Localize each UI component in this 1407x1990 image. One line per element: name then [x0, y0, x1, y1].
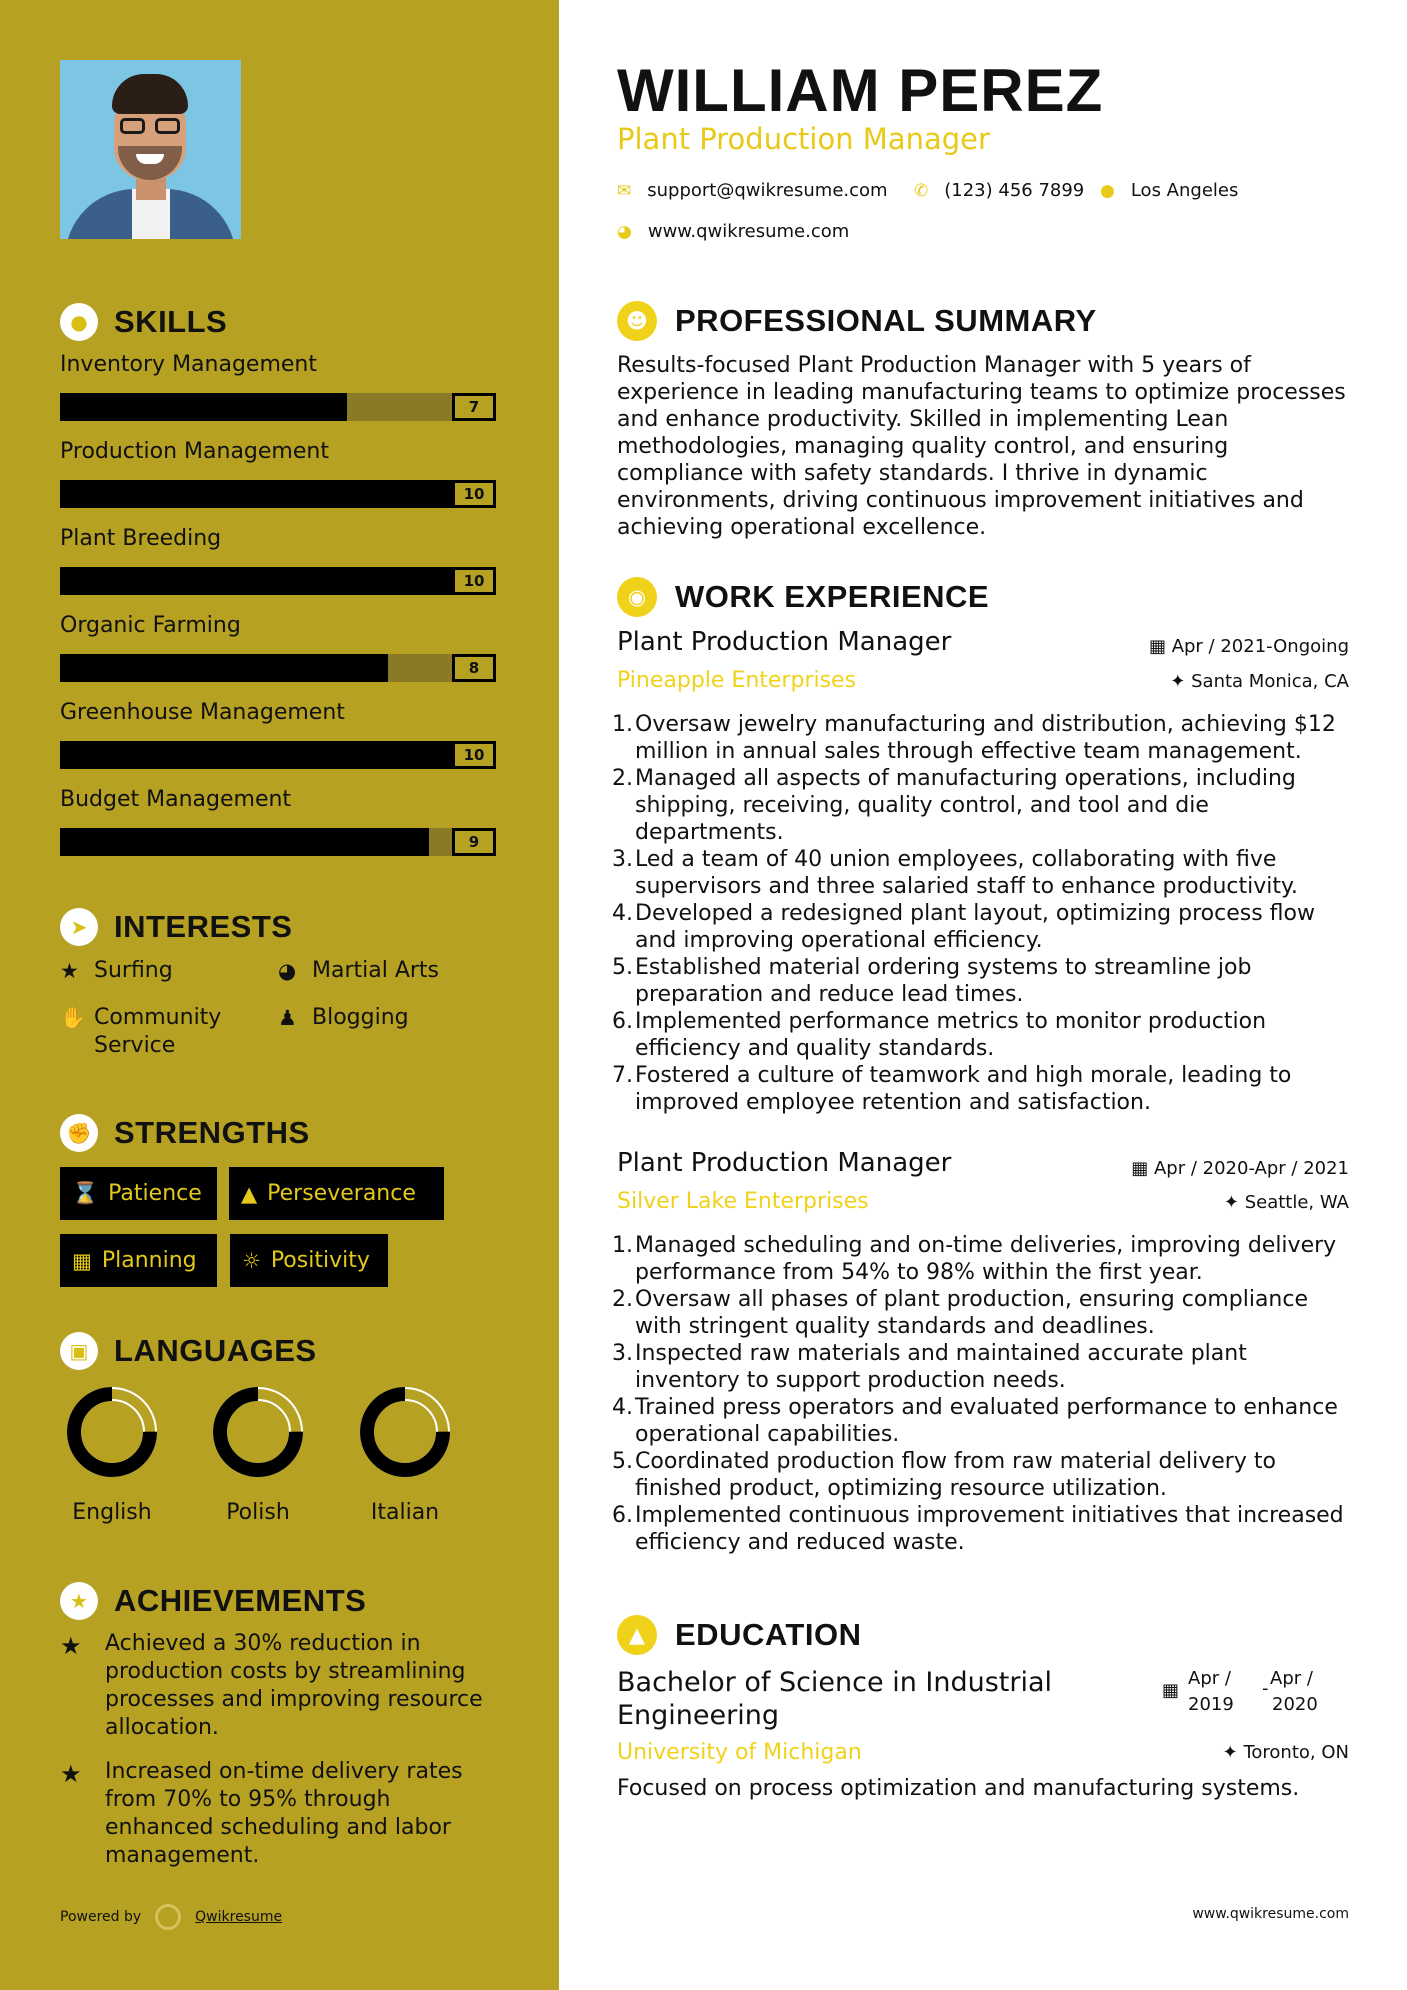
bullet-text: Developed a redesigned plant layout, optimizing process flow and improving operational efficiency.: [635, 901, 1315, 953]
globe-icon: ◕: [617, 221, 632, 242]
job-location: [1170, 671, 1349, 692]
interest-label: Surfing: [94, 958, 173, 983]
skill-bar-fill: [60, 828, 429, 856]
edu-end-year: 2020: [1272, 1694, 1318, 1715]
skill-bar-fill: [60, 480, 470, 508]
edu-date-separator: -: [1262, 1678, 1269, 1699]
bullet-text: Implemented continuous improvement initiatives that increased efficiency and reduced waste.: [635, 1503, 1344, 1555]
strength-label: Perseverance: [267, 1181, 416, 1206]
bullet-text: Managed scheduling and on-time deliveries, improving delivery performance from 54% to 98% within the first year.: [635, 1233, 1337, 1285]
education-end: [1270, 1666, 1318, 1718]
skill-bar: [60, 393, 496, 421]
candidate-role: Plant Production Manager: [617, 122, 990, 156]
bullet-number: 6.: [612, 1503, 633, 1528]
job-company: Silver Lake Enterprises: [617, 1189, 869, 1214]
footer-website[interactable]: www.qwikresume.com: [1192, 1906, 1349, 1922]
job-bullet: [612, 1448, 1347, 1502]
job-location-text: Seattle, WA: [1244, 1192, 1349, 1213]
bullet-number: 3.: [612, 847, 633, 872]
job-bullet: [612, 1340, 1347, 1394]
map-pin-icon: ●: [1100, 180, 1115, 201]
interest-label: Community Service: [94, 1005, 222, 1058]
job-bullet: [612, 1286, 1347, 1340]
job-location-text: Santa Monica, CA: [1191, 671, 1349, 692]
job-dates: [1149, 636, 1349, 657]
user-icon: ☻: [617, 301, 657, 341]
sidebar: [0, 0, 559, 1990]
bullet-text: Implemented performance metrics to monitor production efficiency and quality standards.: [635, 1009, 1267, 1061]
job-bullet: [612, 1008, 1347, 1062]
interest-item: [60, 957, 173, 985]
calendar-icon: ▦: [1162, 1680, 1180, 1701]
phone-text: (123) 456 7899: [944, 180, 1085, 201]
job-company: Pineapple Enterprises: [617, 668, 857, 693]
pin-icon: ✦: [1223, 1192, 1239, 1213]
language-ring: [357, 1384, 453, 1480]
job-title: Plant Production Manager: [617, 1148, 952, 1178]
job-bullets: [612, 711, 1347, 1116]
star-badge-icon: ★: [60, 1582, 98, 1620]
achievement-text: Increased on-time delivery rates from 70% to 95% through enhanced scheduling and labor management.: [105, 1759, 463, 1868]
achievements-title: ACHIEVEMENTS: [114, 1583, 367, 1618]
contact-phone[interactable]: [914, 180, 1084, 201]
job-bullet: [612, 1062, 1347, 1116]
location-text: Los Angeles: [1130, 180, 1239, 201]
paper-plane-icon: ➤: [60, 908, 98, 946]
shooting-star-icon: ★: [60, 1632, 82, 1660]
skill-bar: [60, 828, 496, 856]
skill-score: 8: [452, 654, 496, 682]
skill-score: 7: [452, 393, 496, 421]
language-name: English: [72, 1500, 152, 1525]
skill-bar-fill: [60, 567, 470, 595]
skill-name: Production Management: [60, 439, 329, 464]
bullet-text: Managed all aspects of manufacturing operations, including shipping, receiving, quality control, and tool and die departments.: [635, 766, 1296, 845]
strength-label: Patience: [108, 1181, 202, 1206]
bullet-number: 7.: [612, 1063, 633, 1088]
candidate-name: WILLIAM PEREZ: [617, 57, 1104, 124]
interest-label: Blogging: [312, 1005, 409, 1030]
job-bullet: [612, 846, 1347, 900]
skill-name: Plant Breeding: [60, 526, 222, 551]
hourglass-icon: ⌛: [72, 1181, 99, 1205]
education-title: EDUCATION: [675, 1617, 862, 1652]
envelope-icon: ✉: [617, 180, 632, 201]
language-ring: [64, 1384, 160, 1480]
achievement-item: [60, 1758, 510, 1870]
edu-end-month: Apr /: [1270, 1668, 1313, 1689]
bullet-number: 3.: [612, 1341, 633, 1366]
users-icon: ♟: [278, 1006, 297, 1030]
strengths-title: STRENGTHS: [114, 1115, 310, 1150]
bullet-text: Oversaw all phases of plant production, ensuring compliance with stringent quality standards and deadlines.: [635, 1287, 1308, 1339]
experience-title: WORK EXPERIENCE: [675, 579, 990, 614]
photo-glasses: [120, 118, 180, 134]
skill-score: 10: [452, 741, 496, 769]
interest-item: [278, 1004, 409, 1032]
bullet-number: 1.: [612, 712, 633, 737]
job-bullet: [612, 711, 1347, 765]
job-title: Plant Production Manager: [617, 627, 952, 657]
education-school: University of Michigan: [617, 1740, 862, 1765]
globe-icon: ◕: [278, 959, 297, 983]
job-bullet: [612, 1502, 1347, 1556]
bullet-number: 4.: [612, 901, 633, 926]
pin-icon: ✦: [1222, 1742, 1238, 1763]
languages-title: LANGUAGES: [114, 1333, 317, 1368]
interests-title: INTERESTS: [114, 909, 293, 944]
summary-text: Results-focused Plant Production Manager with 5 years of experience in leading manufacturing teams to optimize processes and enhance productivity. Skilled in implementing Lean methodologies, managing quality control, and ensuring compliance with safety standards. I thrive in dynamic environments, driving continuous improvement initiatives and achieving operational excellence.: [617, 353, 1346, 540]
education-location-text: Toronto, ON: [1243, 1742, 1349, 1763]
lightbulb-icon: ●: [60, 303, 98, 341]
bullet-number: 2.: [612, 1287, 633, 1312]
skill-score: 9: [452, 828, 496, 856]
skill-name: Inventory Management: [60, 352, 317, 377]
email-text: support@qwikresume.com: [647, 180, 888, 201]
strengths-header: [60, 1114, 310, 1152]
job-bullet: [612, 1232, 1347, 1286]
job-bullets: [612, 1232, 1347, 1556]
strength-badge: [229, 1167, 444, 1220]
job-bullet: [612, 954, 1347, 1008]
job-dates-text: Apr / 2021-Ongoing: [1171, 636, 1349, 657]
sun-icon: ☼: [242, 1248, 261, 1273]
strength-label: Positivity: [270, 1248, 370, 1273]
edu-start-year: 2019: [1188, 1694, 1234, 1715]
job-dates: [1131, 1158, 1349, 1179]
strength-badge: [230, 1234, 388, 1287]
website-text: www.qwikresume.com: [647, 221, 850, 242]
summary-title: PROFESSIONAL SUMMARY: [675, 303, 1097, 338]
road-icon: ▲: [241, 1181, 258, 1206]
strength-label: Planning: [101, 1248, 197, 1273]
education-start: [1162, 1666, 1234, 1718]
contact-location: [1100, 180, 1238, 201]
bullet-text: Coordinated production flow from raw material delivery to finished product, optimizing resource utilization.: [635, 1449, 1276, 1501]
graduation-cap-icon: ▲: [617, 1615, 657, 1655]
calendar-icon: ▦: [1131, 1158, 1149, 1179]
contact-email[interactable]: [617, 180, 888, 201]
fist-icon: ✊: [60, 1114, 98, 1152]
contact-website[interactable]: [617, 221, 849, 242]
interest-item: [278, 957, 439, 985]
qwikresume-link[interactable]: Qwikresume: [195, 1909, 283, 1925]
interests-header: [60, 908, 292, 946]
bullet-text: Fostered a culture of teamwork and high morale, leading to improved employee retention and satisfaction.: [635, 1063, 1292, 1115]
skill-bar: [60, 654, 496, 682]
skill-bar-fill: [60, 393, 347, 421]
experience-header: [617, 577, 989, 617]
education-header: [617, 1615, 861, 1655]
strength-badge: [60, 1167, 217, 1220]
interest-item: [60, 1004, 234, 1060]
education-description: Focused on process optimization and manufacturing systems.: [617, 1776, 1300, 1801]
language-name: Italian: [370, 1500, 440, 1525]
language-card-icon: ▣: [60, 1332, 98, 1370]
job-dates-text: Apr / 2020-Apr / 2021: [1153, 1158, 1349, 1179]
job-bullet: [612, 1394, 1347, 1448]
photo-hair: [112, 74, 188, 114]
skill-name: Budget Management: [60, 787, 292, 812]
bullet-text: Inspected raw materials and maintained accurate plant inventory to support production needs.: [635, 1341, 1247, 1393]
bullet-text: Oversaw jewelry manufacturing and distribution, achieving $12 million in annual sales through effective team management.: [635, 712, 1336, 764]
job-location: [1224, 1192, 1349, 1213]
skill-bar: [60, 741, 496, 769]
qwikresume-logo-icon: [155, 1904, 181, 1930]
interest-label: Martial Arts: [312, 958, 440, 983]
bullet-number: 5.: [612, 955, 633, 980]
bullet-text: Trained press operators and evaluated performance to enhance operational capabilities.: [635, 1395, 1338, 1447]
skill-bar-fill: [60, 654, 388, 682]
languages-header: [60, 1332, 317, 1370]
skill-score: 10: [452, 480, 496, 508]
summary-header: [617, 301, 1097, 341]
achievement-item: [60, 1630, 510, 1742]
bullet-number: 1.: [612, 1233, 633, 1258]
star-icon: ★: [60, 959, 79, 983]
powered-by-label: Powered by: [60, 1909, 142, 1925]
skill-name: Greenhouse Management: [60, 700, 345, 725]
bullet-number: 4.: [612, 1395, 633, 1420]
language-ring: [210, 1384, 306, 1480]
bullet-number: 5.: [612, 1449, 633, 1474]
calendar-icon: ▦: [1148, 636, 1166, 657]
skills-header: [60, 303, 227, 341]
skills-title: SKILLS: [114, 304, 228, 339]
achievements-header: [60, 1582, 366, 1620]
hand-icon: ✋: [60, 1006, 87, 1030]
bullet-number: 6.: [612, 1009, 633, 1034]
edu-start-month: Apr /: [1188, 1668, 1231, 1689]
language-name: Polish: [226, 1500, 290, 1525]
profile-photo: [60, 60, 241, 239]
briefcase-icon: ◉: [617, 577, 657, 617]
bullet-text: Led a team of 40 union employees, collaborating with five supervisors and three salaried staff to enhance productivity.: [635, 847, 1298, 899]
skill-score: 10: [452, 567, 496, 595]
skill-bar: [60, 567, 496, 595]
calendar-icon: ▦: [72, 1248, 92, 1273]
pin-icon: ✦: [1170, 671, 1186, 692]
achievement-text: Achieved a 30% reduction in production costs by streamlining processes and improving resource allocation.: [105, 1631, 483, 1740]
education-degree: Bachelor of Science in Industrial Engineering: [617, 1667, 1053, 1731]
phone-icon: ✆: [914, 180, 929, 201]
bullet-number: 2.: [612, 766, 633, 791]
skill-bar: [60, 480, 496, 508]
strength-badge: [60, 1234, 217, 1287]
shooting-star-icon: ★: [60, 1760, 82, 1788]
job-bullet: [612, 765, 1347, 846]
job-bullet: [612, 900, 1347, 954]
bullet-text: Established material ordering systems to streamline job preparation and reduce lead times.: [635, 955, 1252, 1007]
education-location: [1223, 1742, 1349, 1763]
powered-by: [60, 1904, 282, 1930]
skill-name: Organic Farming: [60, 613, 241, 638]
skill-bar-fill: [60, 741, 470, 769]
